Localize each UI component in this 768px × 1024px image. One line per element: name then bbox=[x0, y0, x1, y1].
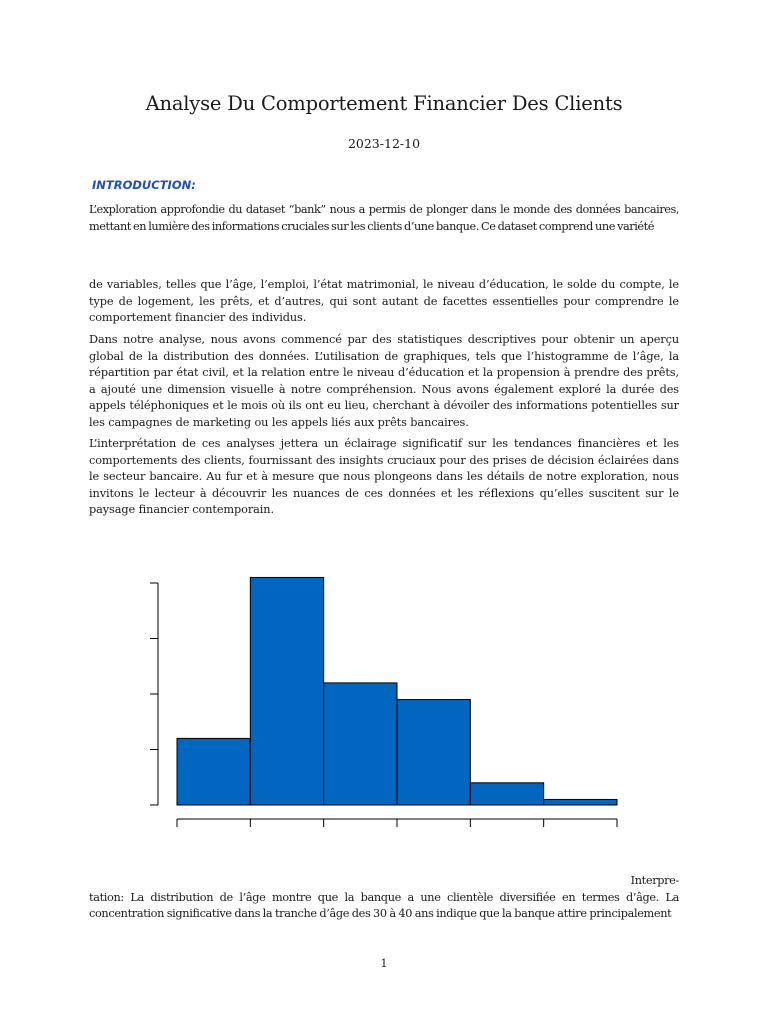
paragraph-analysis: Dans notre analyse, nous avons commencé par des statistiques descriptives pour obtenir un aperçu global de la distribution des données. L’utilisation de graphiques, tels que l’histogramme de l’âge, la répartition par état civil, et la relation entre le niveau d’éducation et la propension à prendre des prêts, a ajouté une dimension visuelle à notre compréhension. Nous avons également exploré la durée des appels téléphoniques et le mois où ils ont eu lieu, cherchant à dévoiler des informations potentielles sur les campagnes de marketing ou les appels liés aux prêts bancaires. bbox=[89, 333, 679, 429]
paragraph-histogram-interpretation bbox=[89, 873, 679, 923]
paragraph-intro-2: de variables, telles que l’âge, l’emploi, l’état matrimonial, le niveau d’éducation, le solde du compte, le type de logement, les prêts, et d’autres, qui sont autant de facettes essentielles pour comprendre le comportement financier des individus. bbox=[89, 278, 679, 324]
interpretation-hyphenated-start: Interpre- bbox=[630, 874, 679, 887]
document-date: 2023-12-10 bbox=[347, 136, 421, 151]
bar-bin-6 bbox=[544, 799, 617, 805]
section-heading-introduction: INTRODUCTION: bbox=[92, 178, 196, 192]
paragraph-interpretation: L’interprétation de ces analyses jettera un éclairage significatif sur les tendances financières et les comportements des clients, fournissant des insights cruciaux pour des prises de décision éclairées dans le secteur bancaire. Au fur et à mesure que nous plongeons dans les détails de notre exploration, nous invitons le lecteur à découvrir les nuances de ces données et les réflexions qu’elles suscitent sur le paysage financier contemporain. bbox=[89, 437, 679, 516]
x-axis bbox=[177, 819, 617, 827]
bar-bin-5 bbox=[470, 783, 543, 805]
interpretation-text: tation: La distribution de l’âge montre que la banque a une clientèle diversifiée en termes d’âge. La concentration significative dans la tranche d’âge des 30 à 40 ans indique que la banque attire principalement bbox=[89, 890, 679, 920]
bar-bin-1 bbox=[177, 738, 250, 805]
bar-bin-2 bbox=[250, 577, 323, 805]
document-title: Analyse Du Comportement Financier Des Clients bbox=[145, 92, 623, 115]
bar-bin-3 bbox=[324, 683, 397, 805]
bar-bin-4 bbox=[397, 700, 470, 805]
histogram-bars bbox=[177, 577, 617, 805]
paragraph-intro-1: L’exploration approfondie du dataset “bank” nous a permis de plonger dans le monde des données bancaires, mettant en lumière des informations cruciales sur les clients d’une banque. Ce dataset comprend une variété bbox=[89, 203, 679, 233]
page-number: 1 bbox=[380, 957, 388, 970]
age-histogram bbox=[140, 565, 640, 835]
y-axis bbox=[150, 583, 158, 805]
